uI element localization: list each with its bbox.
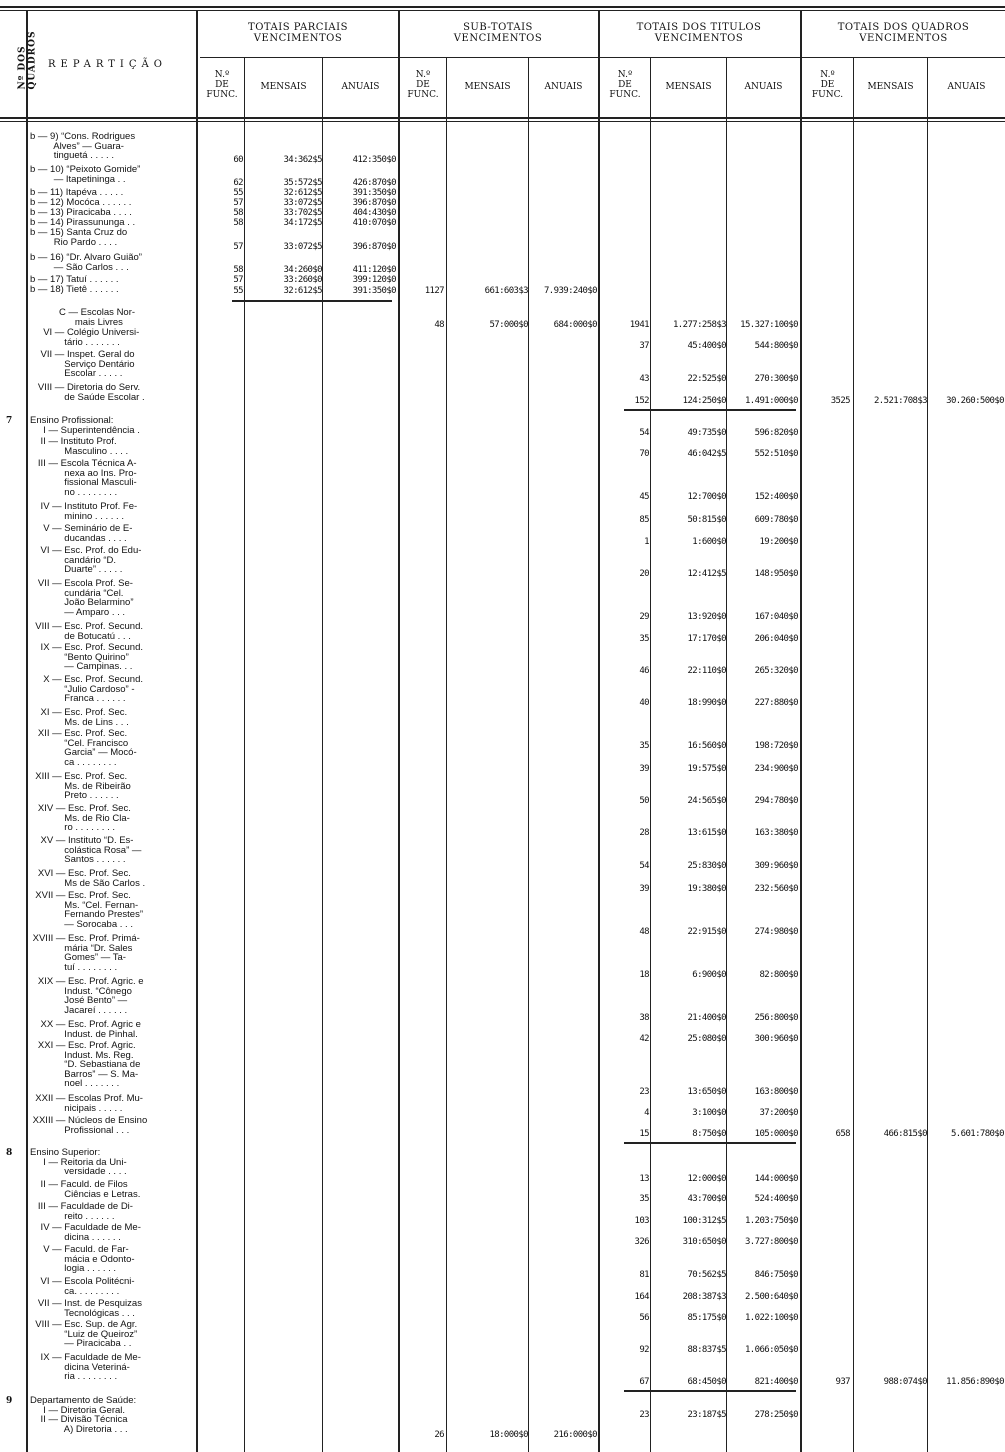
cell-c3n: 48 <box>639 927 649 937</box>
cell-c3a: 256:800$0 <box>754 1013 798 1023</box>
cell-c3n: 38 <box>639 1013 649 1023</box>
cell-c3m: 124:250$0 <box>682 396 726 406</box>
row-description: VII — Escola Prof. Se- cundária “Cel. João Belarmino” — Amparo . . . <box>37 578 134 618</box>
cell-c3a: 270:300$0 <box>754 374 798 384</box>
row-description: XII — Esc. Prof. Sec. “Cel. Francisco Garcia” — Mocó- ca . . . . . . . . <box>37 728 137 768</box>
cell-c3a: 1.203:750$0 <box>744 1216 798 1226</box>
cell-c3a: 544:800$0 <box>754 341 798 351</box>
row-description: VII — Inspet. Geral do Serviço Dentário Escolar . . . . . <box>40 349 135 380</box>
reparticao-header: REPARTIÇÃO <box>48 59 167 70</box>
cell-c3a: 2.500:640$0 <box>744 1292 798 1302</box>
cell-c3m: 19:380$0 <box>687 884 726 894</box>
cell-c4n: 3525 <box>830 396 850 406</box>
row-description: VIII — Esc. Prof. Secund. de Botucatú . . . <box>35 621 143 642</box>
col-line-6 <box>598 10 600 1452</box>
cell-c1n: 55 <box>233 286 243 296</box>
cell-c3m: 24:565$0 <box>687 796 726 806</box>
cell-c3m: 25:830$0 <box>687 861 726 871</box>
row-description: XIII — Esc. Prof. Sec. Ms. de Ribeirão Preto . . . . . . <box>35 771 131 802</box>
cell-c3a: 278:250$0 <box>754 1410 798 1420</box>
cell-c3m: 88:837$5 <box>687 1345 726 1355</box>
cell-c3a: 609:780$0 <box>754 515 798 525</box>
cell-c3a: 15.327:100$0 <box>740 320 798 330</box>
cell-c3n: 54 <box>639 428 649 438</box>
cell-c3m: 25:080$0 <box>687 1034 726 1044</box>
cell-c3m: 17:170$0 <box>687 634 726 644</box>
cell-c3m: 1.277:258$3 <box>672 320 726 330</box>
col-line-5 <box>528 57 529 1452</box>
cell-c1a: 396:870$0 <box>352 198 396 208</box>
cell-c3m: 3:100$0 <box>692 1108 726 1118</box>
cell-c1a: 410:070$0 <box>352 218 396 228</box>
cell-c3m: 310:650$0 <box>682 1237 726 1247</box>
col-header-mensais-4: MENSAIS <box>867 82 914 92</box>
cell-c3a: 163:380$0 <box>754 828 798 838</box>
cell-c1m: 33:260$0 <box>283 275 322 285</box>
cell-c2a: 684:000$0 <box>553 320 597 330</box>
cell-c3m: 22:525$0 <box>687 374 726 384</box>
row-description: VI — Escola Politécni- ca. . . . . . . . . <box>40 1276 135 1297</box>
cell-c3m: 12:000$0 <box>687 1174 726 1184</box>
cell-c3m: 50:815$0 <box>687 515 726 525</box>
cell-c3m: 13:615$0 <box>687 828 726 838</box>
cell-c3a: 300:960$0 <box>754 1034 798 1044</box>
col-header-anuais-4: ANUAIS <box>947 82 986 92</box>
row-description: III — Faculdade de Di- reito . . . . . . <box>37 1201 133 1222</box>
cell-c3n: 50 <box>639 796 649 806</box>
cell-c3n: 326 <box>634 1237 649 1247</box>
col-header-func-3: N.º DE FUNC. <box>609 70 641 100</box>
col-line-2 <box>322 57 323 1452</box>
cell-c3a: 596:820$0 <box>754 428 798 438</box>
cell-c3n: 46 <box>639 666 649 676</box>
cell-c4a: 30.260:500$0 <box>946 396 1004 406</box>
cell-c3n: 40 <box>639 698 649 708</box>
cell-c1m: 34:362$5 <box>283 155 322 165</box>
col-header-mensais-1: MENSAIS <box>260 82 307 92</box>
cell-c3a: 144:000$0 <box>754 1174 798 1184</box>
col-line-quadros <box>26 10 28 1452</box>
header-bottom-rule-2 <box>0 121 1005 122</box>
row-description: II — Faculd. de Filos Ciências e Letras. <box>40 1179 141 1200</box>
row-description: XVII — Esc. Prof. Sec. Ms. “Cel. Fernan- Fernando Prestes” — Sorocaba . . . <box>35 890 143 930</box>
cell-c3a: 198:720$0 <box>754 741 798 751</box>
cell-c3n: 20 <box>639 569 649 579</box>
cell-c2n: 48 <box>434 320 444 330</box>
cell-c3n: 45 <box>639 492 649 502</box>
cell-c1n: 58 <box>233 265 243 275</box>
cell-c3m: 8:750$0 <box>692 1129 726 1139</box>
cell-c1n: 60 <box>233 155 243 165</box>
cell-c3a: 234:900$0 <box>754 764 798 774</box>
cell-c3a: 105:000$0 <box>754 1129 798 1139</box>
cell-c3n: 23 <box>639 1087 649 1097</box>
row-description: VI — Esc. Prof. do Edu- candário “D. Duarte” . . . . . <box>40 545 142 576</box>
cell-c3n: 81 <box>639 1270 649 1280</box>
cell-c3n: 164 <box>634 1292 649 1302</box>
cell-c3n: 152 <box>634 396 649 406</box>
cell-c3n: 39 <box>639 884 649 894</box>
cell-c4m: 988:074$0 <box>883 1377 927 1387</box>
cell-c3a: 152:400$0 <box>754 492 798 502</box>
cell-c3a: 148:950$0 <box>754 569 798 579</box>
top-rule <box>0 6 1005 8</box>
cell-c1m: 32:612$5 <box>283 286 322 296</box>
col-header-mensais-3: MENSAIS <box>665 82 712 92</box>
cell-c2n: 1127 <box>424 286 444 296</box>
cell-c2a: 7.939:240$0 <box>543 286 597 296</box>
cell-c3a: 206:040$0 <box>754 634 798 644</box>
cell-c1n: 57 <box>233 275 243 285</box>
col-line-3 <box>398 10 400 1452</box>
row-description: C — Escolas Nor- mais Livres <box>59 307 136 328</box>
cell-c1m: 33:072$5 <box>283 198 322 208</box>
col-line-7 <box>650 57 651 1452</box>
cell-c3n: 4 <box>644 1108 649 1118</box>
cell-c1n: 57 <box>233 198 243 208</box>
cell-c4n: 658 <box>835 1129 850 1139</box>
col-line-11 <box>927 57 928 1452</box>
cell-c3m: 46:042$5 <box>687 449 726 459</box>
col-header-anuais-2: ANUAIS <box>544 82 583 92</box>
cell-c3n: 35 <box>639 741 649 751</box>
cell-c2m: 18:000$0 <box>489 1430 528 1440</box>
quadro-number: 8 <box>6 1148 13 1158</box>
row-description: VI — Colégio Universi- tário . . . . . . . <box>43 327 140 348</box>
cell-c4m: 2.521:708$3 <box>873 396 927 406</box>
cell-c3n: 56 <box>639 1313 649 1323</box>
cell-c3m: 18:990$0 <box>687 698 726 708</box>
cell-c3n: 67 <box>639 1377 649 1387</box>
col-header-anuais-3: ANUAIS <box>744 82 783 92</box>
cell-c3m: 49:735$0 <box>687 428 726 438</box>
cell-c4a: 11.856:890$0 <box>946 1377 1004 1387</box>
cell-c3m: 19:575$0 <box>687 764 726 774</box>
cell-c1n: 57 <box>233 242 243 252</box>
col-line-9 <box>800 10 802 1452</box>
row-description: b — 14) Pirassununga . . <box>30 217 136 228</box>
cell-c3m: 68:450$0 <box>687 1377 726 1387</box>
header-mid-rule <box>200 57 1005 58</box>
cell-c3m: 12:700$0 <box>687 492 726 502</box>
cell-c3n: 70 <box>639 449 649 459</box>
cell-c3n: 43 <box>639 374 649 384</box>
group-header-parciais: TOTAIS PARCIAIS VENCIMENTOS <box>248 22 348 44</box>
row-description: b — 18) Tietê . . . . . . <box>30 284 119 295</box>
row-description: XVIII — Esc. Prof. Primá- mária “Dr. Sales Gomes” — Ta- tuí . . . . . . . . <box>32 933 140 973</box>
cell-c3a: 167:040$0 <box>754 612 798 622</box>
subtotal-rule <box>232 300 392 302</box>
row-description: VIII — Esc. Sup. de Agr. “Luiz de Queiroz” — Piracicaba . . <box>35 1319 138 1350</box>
row-description: XX — Esc. Prof. Agric e Indust. de Pinhal. <box>40 1019 141 1040</box>
row-description: VIII — Diretoria do Serv. de Saúde Escolar . <box>37 382 145 403</box>
row-description: X — Esc. Prof. Secund. “Julio Cardoso” - Franca . . . . . . <box>43 674 143 705</box>
row-description: Ensino Profissional: I — Superintendência . <box>30 415 140 436</box>
col-line-1 <box>244 57 245 1452</box>
row-description: b — 17) Tatuí . . . . . . <box>30 274 119 285</box>
cell-c3a: 232:560$0 <box>754 884 798 894</box>
row-description: III — Escola Técnica A- nexa ao Ins. Pro- fissional Masculi- no . . . . . . . . <box>37 458 137 498</box>
header-bottom-rule <box>0 117 1005 119</box>
cell-c3m: 1:600$0 <box>692 537 726 547</box>
row-description: XXIII — Núcleos de Ensino Profissional . . . <box>32 1115 148 1136</box>
subtotal-rule <box>624 409 796 411</box>
col-line-reparticao <box>196 10 198 1452</box>
row-description: XXII — Escolas Prof. Mu- nicipais . . . . . <box>35 1093 143 1114</box>
cell-c3a: 552:510$0 <box>754 449 798 459</box>
row-description: XV — Instituto “D. Es- colástica Rosa” — Santos . . . . . . <box>40 835 142 866</box>
row-description: b — 9) “Cons. Rodrigues Alves” — Guara- tinguetá . . . . . <box>30 131 136 162</box>
top-rule-2 <box>0 10 1005 11</box>
row-description: V — Faculd. de Far- mácia e Odonto- logia . . . . . . <box>43 1244 135 1275</box>
row-description: b — 12) Mocóca . . . . . . <box>30 197 132 208</box>
col-header-anuais-1: ANUAIS <box>341 82 380 92</box>
cell-c3a: 294:780$0 <box>754 796 798 806</box>
subtotal-rule <box>624 1142 796 1144</box>
cell-c3n: 42 <box>639 1034 649 1044</box>
row-description: XVI — Esc. Prof. Sec. Ms de São Carlos . <box>37 868 146 889</box>
cell-c1a: 426:870$0 <box>352 178 396 188</box>
cell-c1a: 391:350$0 <box>352 188 396 198</box>
cell-c3m: 13:650$0 <box>687 1087 726 1097</box>
cell-c3a: 1.491:000$0 <box>744 396 798 406</box>
cell-c3m: 23:187$5 <box>687 1410 726 1420</box>
row-description: XIX — Esc. Prof. Agric. e Indust. “Cônego José Bento” — Jacareí . . . . . . <box>37 976 144 1016</box>
cell-c3n: 85 <box>639 515 649 525</box>
cell-c2m: 57:000$0 <box>489 320 528 330</box>
cell-c3a: 265:320$0 <box>754 666 798 676</box>
row-description: XI — Esc. Prof. Sec. Ms. de Lins . . . <box>40 707 129 728</box>
col-header-mensais-2: MENSAIS <box>464 82 511 92</box>
cell-c3m: 13:920$0 <box>687 612 726 622</box>
cell-c1m: 35:572$5 <box>283 178 322 188</box>
quadros-header: Nº DOS QUADROS <box>17 30 38 90</box>
cell-c3n: 35 <box>639 634 649 644</box>
cell-c3m: 22:915$0 <box>687 927 726 937</box>
col-line-4 <box>446 57 447 1452</box>
cell-c3m: 70:562$5 <box>687 1270 726 1280</box>
cell-c3m: 45:400$0 <box>687 341 726 351</box>
row-description: IV — Instituto Prof. Fe- minino . . . . . . <box>40 501 138 522</box>
cell-c3a: 846:750$0 <box>754 1270 798 1280</box>
cell-c2a: 216:000$0 <box>553 1430 597 1440</box>
row-description: VII — Inst. de Pesquizas Tecnológicas . . . <box>37 1298 142 1319</box>
cell-c3a: 524:400$0 <box>754 1194 798 1204</box>
cell-c3a: 3.727:800$0 <box>744 1237 798 1247</box>
cell-c3n: 18 <box>639 970 649 980</box>
cell-c1a: 411:120$0 <box>352 265 396 275</box>
cell-c1n: 58 <box>233 218 243 228</box>
cell-c3m: 85:175$0 <box>687 1313 726 1323</box>
cell-c3a: 19:200$0 <box>759 537 798 547</box>
row-description: b — 11) Itapéva . . . . . <box>30 187 124 198</box>
cell-c1a: 396:870$0 <box>352 242 396 252</box>
cell-c3m: 16:560$0 <box>687 741 726 751</box>
cell-c3a: 1.022:100$0 <box>744 1313 798 1323</box>
col-header-func-1: N.º DE FUNC. <box>206 70 238 100</box>
cell-c3a: 227:880$0 <box>754 698 798 708</box>
cell-c3m: 22:110$0 <box>687 666 726 676</box>
cell-c3a: 82:800$0 <box>759 970 798 980</box>
cell-c1a: 391:350$0 <box>352 286 396 296</box>
cell-c3n: 103 <box>634 1216 649 1226</box>
cell-c3n: 29 <box>639 612 649 622</box>
cell-c4m: 466:815$0 <box>883 1129 927 1139</box>
subtotal-rule <box>624 1390 796 1392</box>
cell-c3n: 35 <box>639 1194 649 1204</box>
row-description: b — 13) Piracicaba . . . . <box>30 207 132 218</box>
cell-c3m: 43:700$0 <box>687 1194 726 1204</box>
cell-c1m: 34:260$0 <box>283 265 322 275</box>
row-description: XXI — Esc. Prof. Agric. Indust. Ms. Reg. “D. Sebastiana de Barros” — S. Ma- noel . . . . . . . <box>37 1040 141 1090</box>
cell-c3a: 163:800$0 <box>754 1087 798 1097</box>
cell-c1m: 34:172$5 <box>283 218 322 228</box>
cell-c1m: 33:072$5 <box>283 242 322 252</box>
col-line-10 <box>853 57 854 1452</box>
cell-c3a: 309:960$0 <box>754 861 798 871</box>
cell-c3n: 92 <box>639 1345 649 1355</box>
cell-c3n: 1 <box>644 537 649 547</box>
cell-c1a: 404:430$0 <box>352 208 396 218</box>
cell-c3m: 21:400$0 <box>687 1013 726 1023</box>
cell-c3a: 274:980$0 <box>754 927 798 937</box>
row-description: V — Seminário de E- ducandas . . . . <box>43 523 133 544</box>
row-description: XIV — Esc. Prof. Sec. Ms. de Rio Cla- ro . . . . . . . . <box>37 803 131 834</box>
cell-c3n: 54 <box>639 861 649 871</box>
cell-c1a: 412:350$0 <box>352 155 396 165</box>
cell-c1n: 58 <box>233 208 243 218</box>
cell-c3a: 37:200$0 <box>759 1108 798 1118</box>
col-header-func-4: N.º DE FUNC. <box>811 70 844 100</box>
row-description: II — Instituto Prof. Masculino . . . . <box>40 436 129 457</box>
cell-c3a: 821:400$0 <box>754 1377 798 1387</box>
row-description: IX — Esc. Prof. Secund. “Bento Quirino” — Campinas. . . <box>40 642 143 673</box>
quadro-number: 7 <box>6 416 13 426</box>
cell-c2n: 26 <box>434 1430 444 1440</box>
row-description: b — 16) “Dr. Alvaro Guião” — São Carlos . . . <box>30 252 142 273</box>
cell-c3a: 1.066:050$0 <box>744 1345 798 1355</box>
cell-c3n: 15 <box>639 1129 649 1139</box>
cell-c4n: 937 <box>835 1377 850 1387</box>
group-header-quadros: TOTAIS DOS QUADROS VENCIMENTOS <box>837 22 970 44</box>
cell-c3n: 28 <box>639 828 649 838</box>
cell-c3m: 208:387$3 <box>682 1292 726 1302</box>
row-description: IX — Faculdade de Me- dicina Veteriná- ria . . . . . . . . <box>40 1352 141 1383</box>
cell-c3n: 39 <box>639 764 649 774</box>
cell-c1n: 62 <box>233 178 243 188</box>
cell-c1m: 32:612$5 <box>283 188 322 198</box>
group-header-titulos: TOTAIS DOS TITULOS VENCIMENTOS <box>636 22 762 44</box>
cell-c3n: 37 <box>639 341 649 351</box>
quadro-number: 9 <box>6 1396 13 1406</box>
group-header-subtotais: SUB-TOTAIS VENCIMENTOS <box>453 22 543 44</box>
row-description: IV — Faculdade de Me- dicina . . . . . . <box>40 1222 141 1243</box>
cell-c1n: 55 <box>233 188 243 198</box>
cell-c3n: 1941 <box>629 320 649 330</box>
row-description: b — 15) Santa Cruz do Rio Pardo . . . . <box>30 227 128 248</box>
cell-c3m: 12:412$5 <box>687 569 726 579</box>
row-description: Departamento de Saúde: I — Diretoria Geral. II — Divisão Técnica A) Diretoria . . . <box>30 1395 137 1435</box>
cell-c3n: 13 <box>639 1174 649 1184</box>
col-header-func-2: N.º DE FUNC. <box>407 70 439 100</box>
row-description: b — 10) “Peixoto Gomide” — Itapetininga . . <box>30 164 141 185</box>
col-line-8 <box>726 57 727 1452</box>
cell-c3m: 100:312$5 <box>682 1216 726 1226</box>
row-description: Ensino Superior: I — Reitoria da Uni- versidade . . . . <box>30 1147 127 1178</box>
cell-c3m: 6:900$0 <box>692 970 726 980</box>
cell-c1m: 33:702$5 <box>283 208 322 218</box>
cell-c2m: 661:603$3 <box>484 286 528 296</box>
cell-c1a: 399:120$0 <box>352 275 396 285</box>
cell-c3n: 23 <box>639 1410 649 1420</box>
cell-c4a: 5.601:780$0 <box>950 1129 1004 1139</box>
